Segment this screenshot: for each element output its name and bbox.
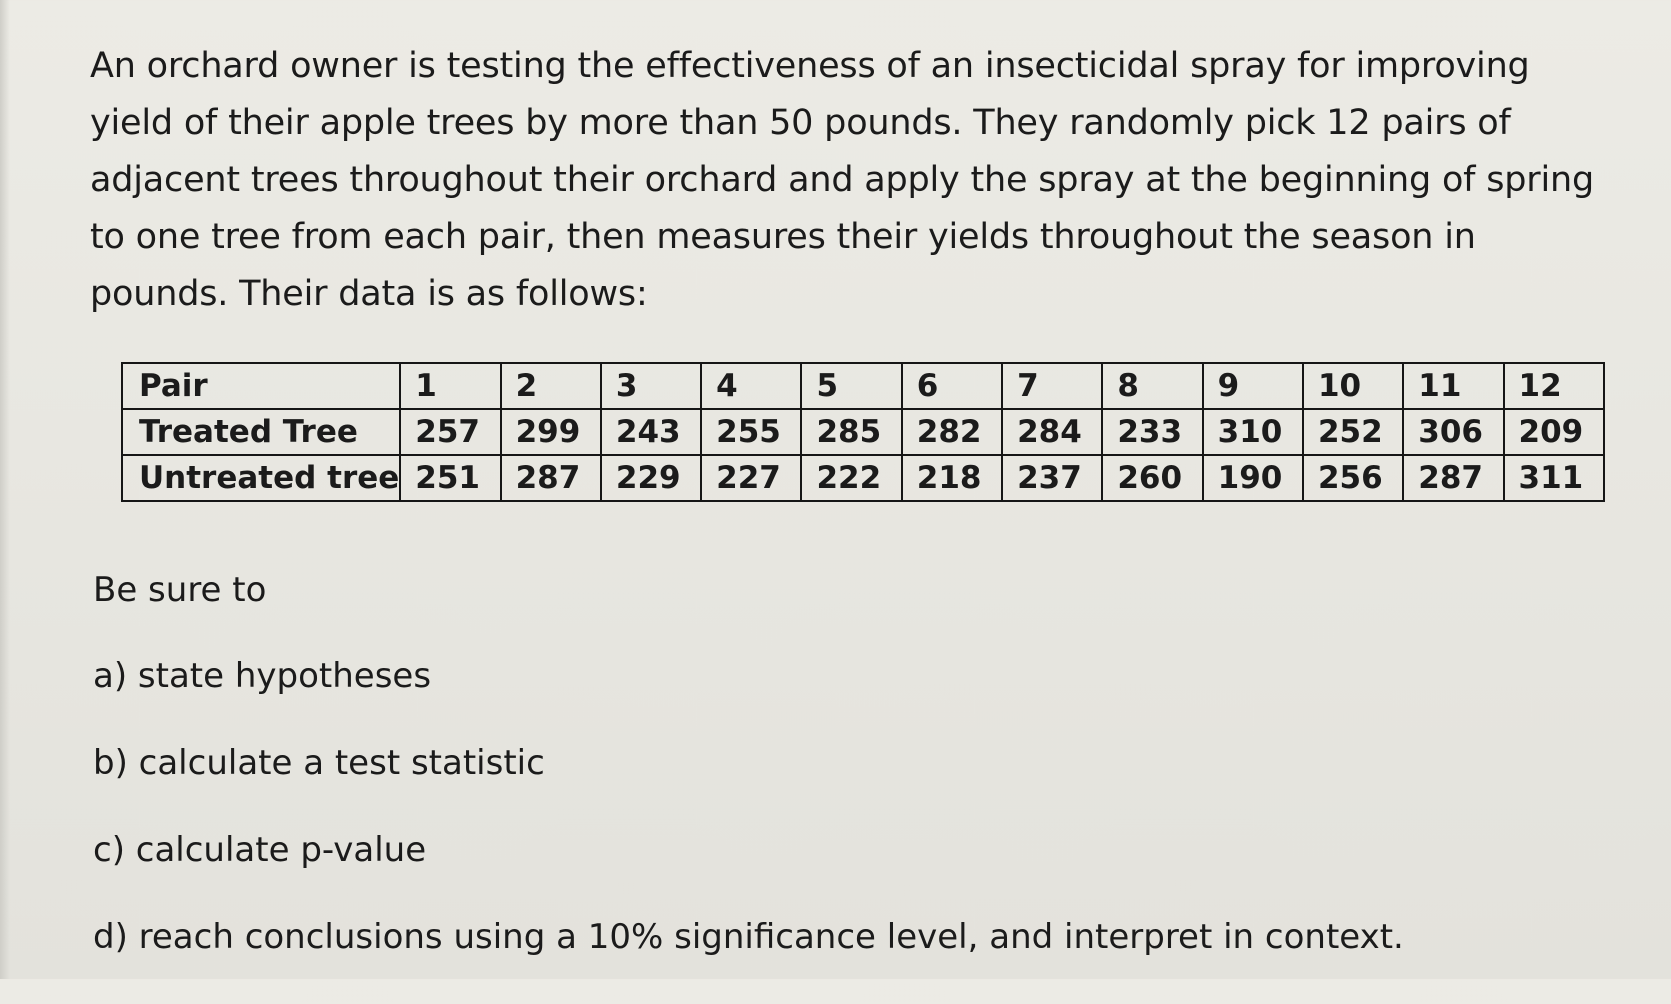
page-edge-shadow — [0, 0, 10, 979]
task-item-d: d) reach conclusions using a 10% significance level, and interpret in context. — [93, 917, 1404, 957]
table-cell: 209 — [1504, 409, 1604, 455]
table-cell: 3 — [601, 363, 701, 409]
task-item-a: a) state hypotheses — [93, 656, 432, 696]
table-cell: 257 — [400, 409, 500, 455]
table-row-treated — [122, 409, 1604, 455]
table-cell: 243 — [601, 409, 701, 455]
table-cell: 190 — [1203, 455, 1303, 501]
table-cell: 260 — [1102, 455, 1202, 501]
table-cell: 7 — [1002, 363, 1102, 409]
table-cell: 2 — [501, 363, 601, 409]
row-label: Pair — [122, 363, 400, 409]
instructions-lead: Be sure to — [93, 570, 267, 610]
table-cell: 218 — [902, 455, 1002, 501]
table-cell: 6 — [902, 363, 1002, 409]
table-cell: 233 — [1102, 409, 1202, 455]
table-cell: 227 — [701, 455, 801, 501]
task-list — [93, 656, 1404, 1004]
problem-statement: An orchard owner is testing the effectiveness of an insecticidal spray for improving yield of their apple trees by more than 50 pounds. They randomly pick 12 pairs of adjacent trees throughout their orchard and apply the spray at the beginning of spring to one tree from each pair, then measures their yields throughout the season in pounds. Their data is as follows: — [90, 46, 1594, 314]
table-row-untreated — [122, 455, 1604, 501]
table-cell: 1 — [400, 363, 500, 409]
table-cell: 251 — [400, 455, 500, 501]
table-cell: 12 — [1504, 363, 1604, 409]
table-cell: 222 — [801, 455, 901, 501]
table-cell: 287 — [1403, 455, 1503, 501]
table-cell: 285 — [801, 409, 901, 455]
task-item-c: c) calculate p-value — [93, 830, 427, 870]
table-cell: 10 — [1303, 363, 1403, 409]
table-cell: 11 — [1403, 363, 1503, 409]
table-cell: 310 — [1203, 409, 1303, 455]
table-cell: 229 — [601, 455, 701, 501]
table-cell: 4 — [701, 363, 801, 409]
table-cell: 5 — [801, 363, 901, 409]
row-label: Treated Tree — [122, 409, 400, 455]
table-row-pair — [122, 363, 1604, 409]
table-cell: 256 — [1303, 455, 1403, 501]
table-cell: 9 — [1203, 363, 1303, 409]
table-cell: 311 — [1504, 455, 1604, 501]
table-cell: 255 — [701, 409, 801, 455]
table-cell: 306 — [1403, 409, 1503, 455]
task-item-b: b) calculate a test statistic — [93, 743, 545, 783]
table-cell: 282 — [902, 409, 1002, 455]
row-label: Untreated tree — [122, 455, 400, 501]
table-cell: 252 — [1303, 409, 1403, 455]
table-cell: 8 — [1102, 363, 1202, 409]
table-cell: 237 — [1002, 455, 1102, 501]
table-cell: 287 — [501, 455, 601, 501]
table-cell: 299 — [501, 409, 601, 455]
table-cell: 284 — [1002, 409, 1102, 455]
yield-data-table — [121, 362, 1605, 502]
